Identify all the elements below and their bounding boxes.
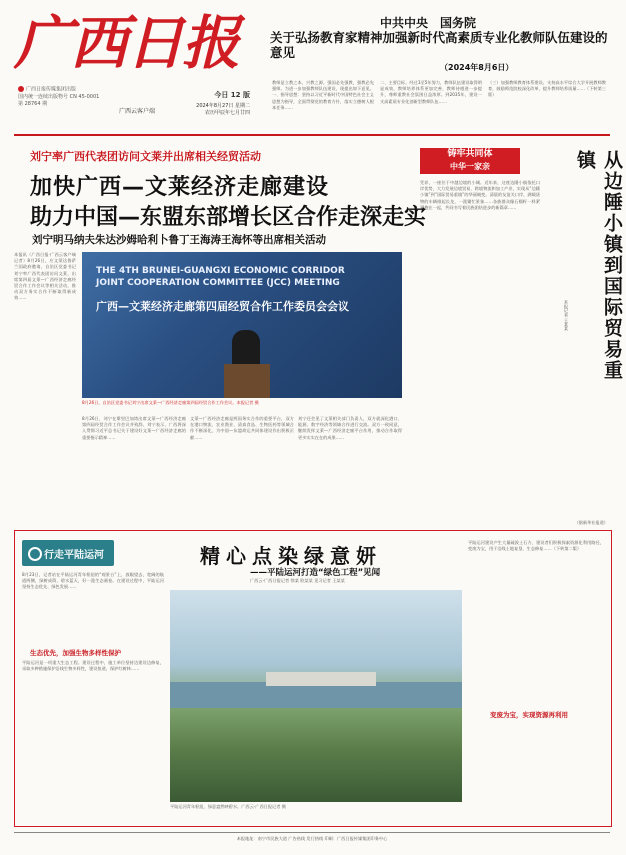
top-story-body-3: （三）加强教师教育体系建设。支持高水平综合大学开展教师教育，鼓励师范院校深化改革，提升教师培养质量……（下转第三版） bbox=[488, 80, 606, 98]
footer-note: 本报地址：南宁市民族大道 广告热线 发行热线 印刷：广西日报传媒集团印务中心 bbox=[236, 836, 388, 841]
masthead-website: 广西云客户端 bbox=[118, 108, 155, 115]
lead-body-c: 文莱—广西经济走廊是两国务实合作的重要平台，双方在港口物流、农业渔业、清真食品、生物医药等领域合作不断深化，为中国—东盟命运共同体建设作出积极贡献…… bbox=[190, 416, 294, 440]
series-badge-2: 中华一家亲 bbox=[450, 162, 490, 171]
masthead-date-block bbox=[168, 90, 250, 116]
lunar-date: 农历甲辰年七月廿四 bbox=[204, 110, 250, 116]
lead-body-a: 本报讯（广西日报·广西云客户端记者）8月26日，应文莱达鲁萨兰国政府邀请，自治区党委书记刘宁率广西代表团访问文莱，出席第四届文莱—广西经济走廊经贸合作工作会议等相关活动，推动双方务实合作不断取得新成效…… bbox=[14, 252, 76, 301]
top-story-kicker: 中共中央 国务院 bbox=[380, 16, 477, 30]
feature-body-right: 平陆运河建设产生大量疏浚土石方，建设者们积极探索资源化利用路径，变废为宝，用于沿线土地复垦、生态修复……（下转第二版） bbox=[468, 540, 604, 552]
feature-section-1: 生态优先，加强生物多样性保护 bbox=[30, 649, 121, 657]
feature-tag: 行走平陆运河 bbox=[44, 550, 104, 561]
feature-tag-block bbox=[22, 540, 114, 566]
lead-headline-1: 加快广西—文莱经济走廊建设 bbox=[30, 175, 330, 200]
feature-body-left-2: 平陆运河是一项重大生态工程。建设过程中，施工单位坚持边建设边修复，采取多种措施保护沿线生物多样性，建设鱼道，保护红树林…… bbox=[22, 660, 164, 672]
photo-sign-en-2: JOINT COOPERATION COMMITTEE (JCC) MEETING bbox=[96, 278, 340, 288]
footer-rule bbox=[14, 832, 610, 833]
top-story-dateline: （2024年8月6日） bbox=[440, 63, 514, 72]
feature-photo-caption: 平陆运河青年枢纽，绿意盎然映碧水。广西云-广西日报记者 摄 bbox=[170, 804, 286, 809]
masthead-publisher: 广西日报传媒集团出版 bbox=[26, 86, 77, 93]
feature-headline: 精心点染绿意妍 bbox=[200, 544, 382, 568]
lead-photo-caption: 8月26日，自治区党委书记刘宁出席文莱—广西经济走廊第四届经贸合作工作会议。本报记者 摄 bbox=[82, 400, 259, 405]
feature-body-left: 8月23日，记者站在平陆运河青年枢纽的“观景台”上，放眼望去，宽阔的航道两侧，绿树成荫，碧水蓝天，好一派生态画卷。在建设过程中，平陆运河坚持生态优先、绿色发展…… bbox=[22, 572, 164, 590]
podium bbox=[224, 364, 270, 398]
side-footer: （据新华社报道） bbox=[574, 520, 608, 525]
issue-date: 2024年8月27日 星期二 bbox=[196, 103, 250, 109]
side-vertical-title: 从边陲小镇到国际贸易重镇 bbox=[574, 150, 623, 381]
series-badge bbox=[420, 148, 520, 174]
masthead-divider bbox=[14, 134, 610, 136]
lead-body-b: 8月26日，刘宁在斯里巴加湾出席文莱—广西经济走廊第四届经贸合作工作会议并致辞。刘宁表示，广西将深入贯彻习近平总书记关于建设好文莱—广西经济走廊的重要指示精神…… bbox=[82, 416, 186, 440]
side-body: 凭祥，一座位于中越边境的小城。近年来，这座边陲小镇依托口岸优势，大力发展边境贸易、跨境物流和加工产业，实现从“边陲小镇”到“国际贸易重镇”的华丽蜕变。清晨的友谊关口岸，满载货物的车辆排起长龙，一派繁忙景象……各族群众像石榴籽一样紧紧抱在一起，共同书写着民族团结进步的新篇章…… bbox=[420, 180, 540, 210]
feature-byline: 广西云-广西日报记者 徐某 欧某某 见习记者 王某某 bbox=[250, 578, 345, 583]
series-badge-1: 铸牢共同体 bbox=[447, 149, 493, 159]
masthead-publisher-block bbox=[18, 86, 168, 108]
globe-icon bbox=[28, 547, 42, 561]
side-byline: 本报记者 王某某 bbox=[564, 300, 569, 331]
photo-sign-en-1: THE 4TH BRUNEI-GUANGXI ECONOMIC CORRIDOR bbox=[96, 266, 345, 276]
publisher-logo-icon bbox=[18, 86, 24, 92]
top-story-body-2: 二、主要目标。经过3至5年努力，教师队伍建设取得明显成效，教师培养体系更加完善，教师待遇进一步提升，尊师重教社会氛围日益浓厚。到2035年，建设一支高素质专业化创新型教师队伍…… bbox=[380, 80, 482, 104]
lead-body-d: 刘宁还会见了文莱相关部门负责人，双方就深化港口、能源、数字经济等领域合作进行交流。双方一致同意，继续发挥文莱—广西经济走廊平台作用，推动合作取得更多实实在在的成果…… bbox=[298, 416, 402, 440]
top-story-body-1: 教师是立教之本、兴教之源。强国必先强教，强教必先强师。为进一步加强教师队伍建设，现提出如下意见。一、指导思想：坚持以习近平新时代中国特色社会主义思想为指导，全面贯彻党的教育方针，落实立德树人根本任务…… bbox=[272, 80, 374, 110]
top-story-headline: 关于弘扬教育家精神加强新时代高素质专业化教师队伍建设的意见 bbox=[270, 30, 608, 60]
canal-lock bbox=[266, 672, 376, 686]
lead-subhead: 刘宁明马纳夫朱达沙姆哈利卜鲁丁王海涛王海怀等出席相关活动 bbox=[32, 234, 326, 246]
masthead-codes: 国内统一连续出版物号 CN 45-0001 bbox=[18, 93, 100, 100]
lead-headline-2: 助力中国—东盟东部增长区合作走深走实 bbox=[30, 205, 427, 230]
lead-kicker: 刘宁率广西代表团访问文莱并出席相关经贸活动 bbox=[30, 150, 261, 163]
masthead-issue: 第 28764 期 bbox=[18, 100, 48, 107]
feature-photo bbox=[170, 590, 462, 802]
today-pages: 今日 12 版 bbox=[214, 91, 250, 99]
masthead-title: 广西日报 bbox=[14, 9, 239, 77]
feature-section-2: 变废为宝，实现资源再利用 bbox=[490, 711, 568, 719]
photo-sign-cn: 广西—文莱经济走廊第四届经贸合作工作委员会会议 bbox=[96, 300, 349, 313]
lead-photo bbox=[82, 252, 402, 398]
feature-subhead: ——平陆运河打造“绿色工程”见闻 bbox=[250, 568, 381, 578]
